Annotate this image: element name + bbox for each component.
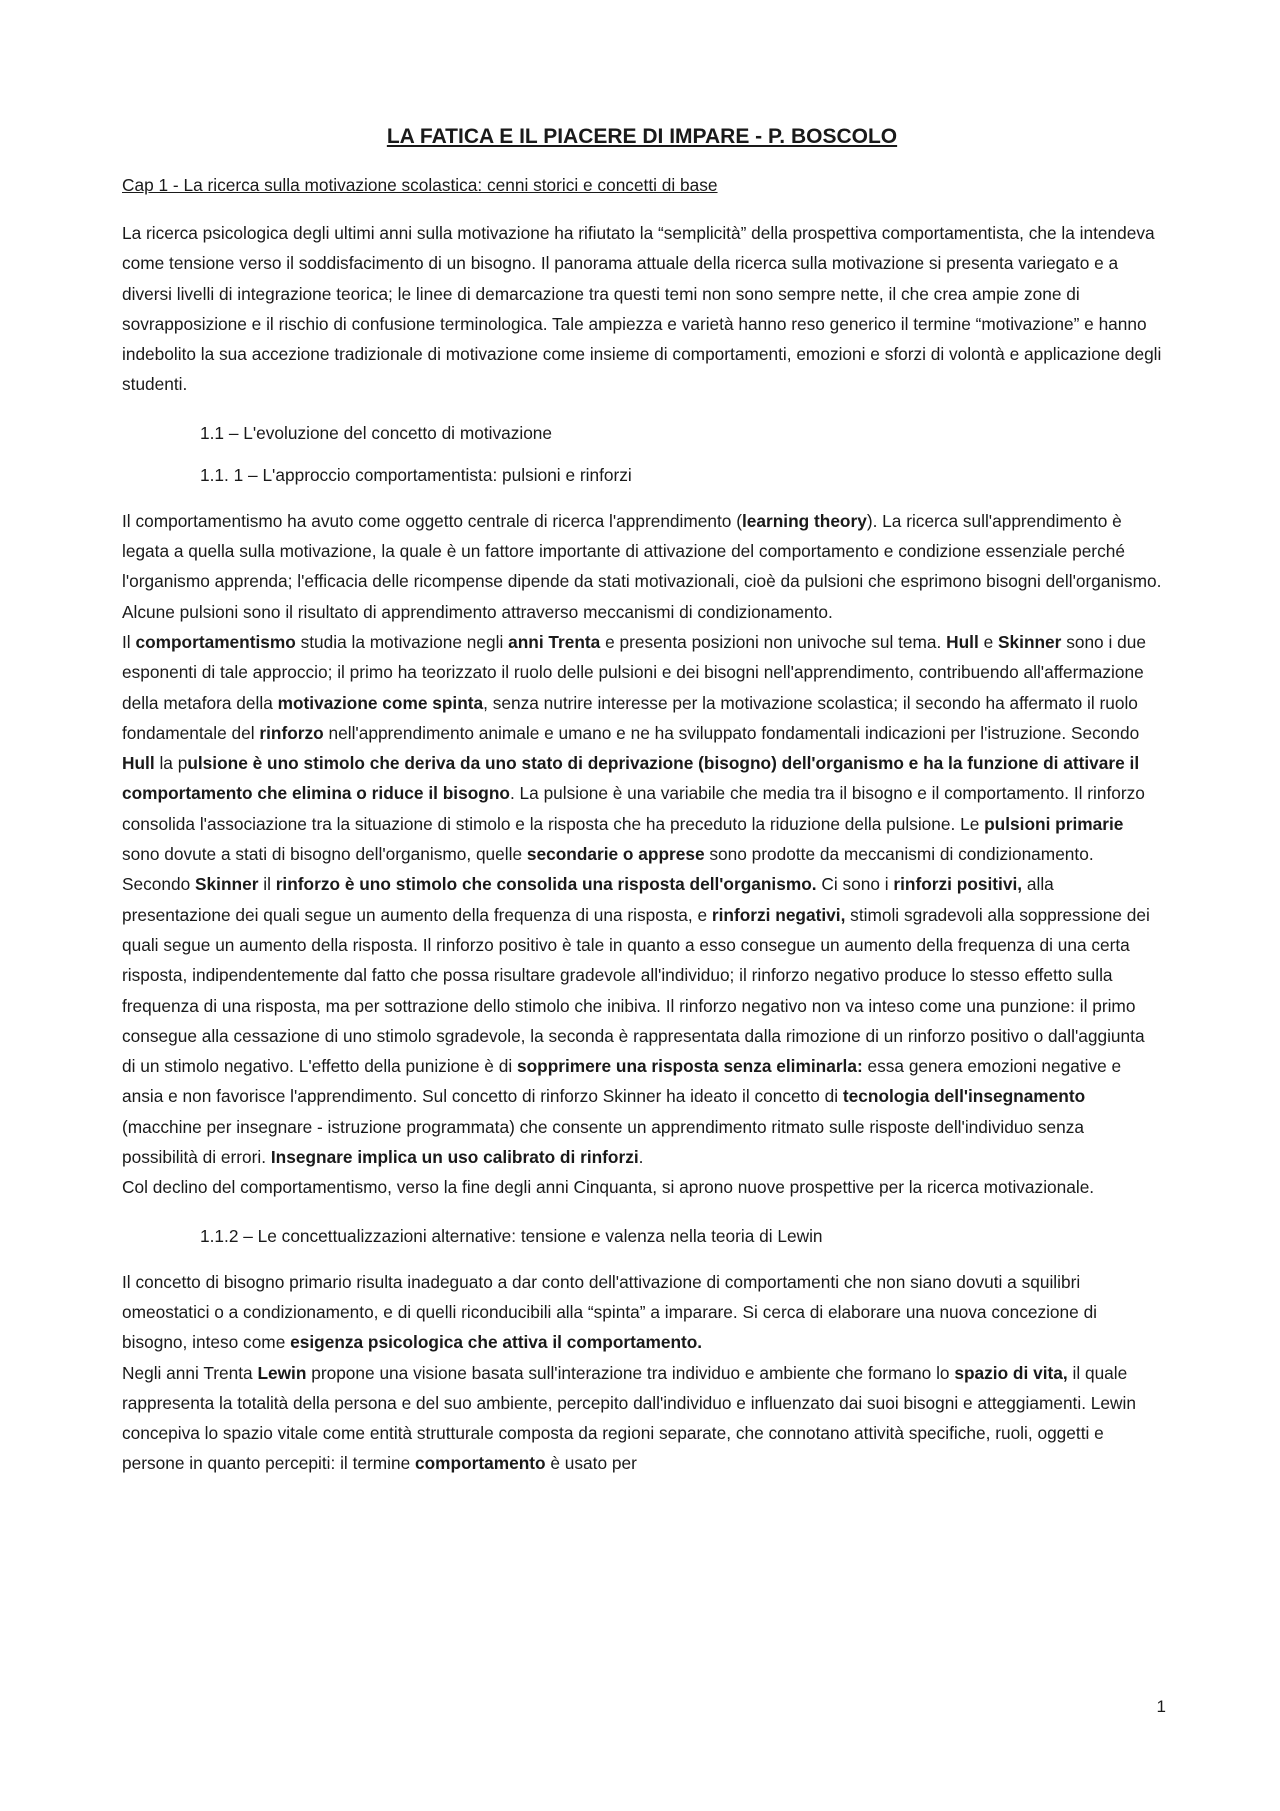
need-paragraph: Il concetto di bisogno primario risulta inadeguato a dar conto dell'attivazione di comportamenti che non siano dovuti a squilibri omeostatici o a condizionamento, e di quelli riconducibili alla “spinta” a imparare. Si cerca di elaborare una nuova concezione di bisogno, inteso come esigenza psicologica che attiva il comportamento.	[122, 1271, 1098, 1353]
behaviorism-paragraph: Il comportamentismo ha avuto come oggetto centrale di ricerca l'apprendimento (learning theory). La ricerca sull'apprendimento è legata a quella sulla motivazione, la quale è un fattore importante di attivazione del comportamento e condizione essenziale perché l'organismo apprenda; l'efficacia delle ricompense dipende da stati motivazionali, cioè da pulsioni che esprimono bisogni dell'organismo. Alcune pulsioni sono il risultato di apprendimento attraverso meccanismi di condizionamento.	[122, 510, 1162, 622]
section-heading-1-1-1: 1.1. 1 – L'approccio comportamentista: pulsioni e rinforzi	[200, 464, 632, 485]
page-content	[122, 124, 1162, 1479]
document-title: LA FATICA E IL PIACERE DI IMPARE - P. BOSCOLO	[386, 125, 898, 148]
hull-paragraph: Il comportamentismo studia la motivazione negli anni Trenta e presenta posizioni non univoche sul tema. Hull e Skinner sono i due esponenti di tale approccio; il primo ha teorizzato il ruolo delle pulsioni e dei bisogni nell'apprendimento, contribuendo all'affermazione della metafora della motivazione come spinta, senza nutrire interesse per la motivazione scolastica; il secondo ha affermato il ruolo fondamentale del rinforzo nell'apprendimento animale e umano e ne ha sviluppato fondamentali indicazioni per l'istruzione. Secondo Hull la pulsione è uno stimolo che deriva da uno stato di deprivazione (bisogno) dell'organismo e ha la funzione di attivare il comportamento che elimina o riduce il bisogno. La pulsione è una variabile che media tra il bisogno e il comportamento. Il rinforzo consolida l'associazione tra la situazione di stimolo e la risposta che ha preceduto la riduzione della pulsione. Le pulsioni primarie sono dovute a stati di bisogno dell'organismo, quelle secondarie o apprese sono prodotte da meccanismi di condizionamento.	[122, 631, 1146, 865]
skinner-paragraph: Secondo Skinner il rinforzo è uno stimolo che consolida una risposta dell'organismo. Ci sono i rinforzi positivi, alla presentazione dei quali segue un aumento della frequenza di una risposta, e rinforzi negativi, stimoli sgradevoli alla soppressione dei quali segue un aumento della risposta. Il rinforzo positivo è tale in quanto a esso consegue un aumento della frequenza di una certa risposta, indipendentemente dal fatto che possa risultare gradevole all'individuo; il rinforzo negativo produce lo stesso effetto sulla frequenza di una risposta, ma per sottrazione dello stimolo che inibiva. Il rinforzo negativo non va inteso come una punzione: il primo consegue alla cessazione di uno stimolo sgradevole, la seconda è rappresentata dalla rimozione di un rinforzo positivo o dall'aggiunta di un stimolo negativo. L'effetto della punizione è di sopprimere una risposta senza eliminarla: essa genera emozioni negative e ansia e non favorisce l'apprendimento. Sul concetto di rinforzo Skinner ha ideato il concetto di tecnologia dell'insegnamento (macchine per insegnare - istruzione programmata) che consente un apprendimento ritmato sulle risposte dell'individuo senza possibilità di errori. Insegnare implica un uso calibrato di rinforzi.	[122, 874, 1150, 1168]
page-number: 1	[1156, 1697, 1166, 1716]
chapter-heading: Cap 1 - La ricerca sulla motivazione scolastica: cenni storici e concetti di base	[122, 175, 718, 195]
section-heading-1-1: 1.1 – L'evoluzione del concetto di motivazione	[200, 422, 553, 443]
section-heading-1-1-2: 1.1.2 – Le concettualizzazioni alternative: tensione e valenza nella teoria di Lewin	[200, 1225, 823, 1246]
intro-paragraph: La ricerca psicologica degli ultimi anni sulla motivazione ha rifiutato la “semplicità” della prospettiva comportamentista, che la intendeva come tensione verso il soddisfacimento di un bisogno. Il panorama attuale della ricerca sulla motivazione si presenta variegato e a diversi livelli di integrazione teorica; le linee di demarcazione tra questi temi non sono sempre nette, il che crea ampie zone di sovrapposizione e il rischio di confusione terminologica. Tale ampiezza e varietà hanno reso generico il termine “motivazione” e hanno indebolito la sua accezione tradizionale di motivazione come insieme di comportamenti, emozioni e sforzi di volontà e applicazione degli studenti.	[122, 223, 1162, 395]
lewin-paragraph: Negli anni Trenta Lewin propone una visione basata sull'interazione tra individuo e ambiente che formano lo spazio di vita, il quale rappresenta la totalità della persona e del suo ambiente, percepito dall'individuo e influenzato dai suoi bisogni e atteggiamenti. Lewin concepiva lo spazio vitale come entità strutturale composta da regioni separate, che connotano attività specifiche, ruoli, oggetti e persone in quanto percepiti: il termine comportamento è usato per	[122, 1362, 1136, 1474]
decline-paragraph: Col declino del comportamentismo, verso la fine degli anni Cinquanta, si aprono nuove prospettive per la ricerca motivazionale.	[122, 1177, 1095, 1198]
